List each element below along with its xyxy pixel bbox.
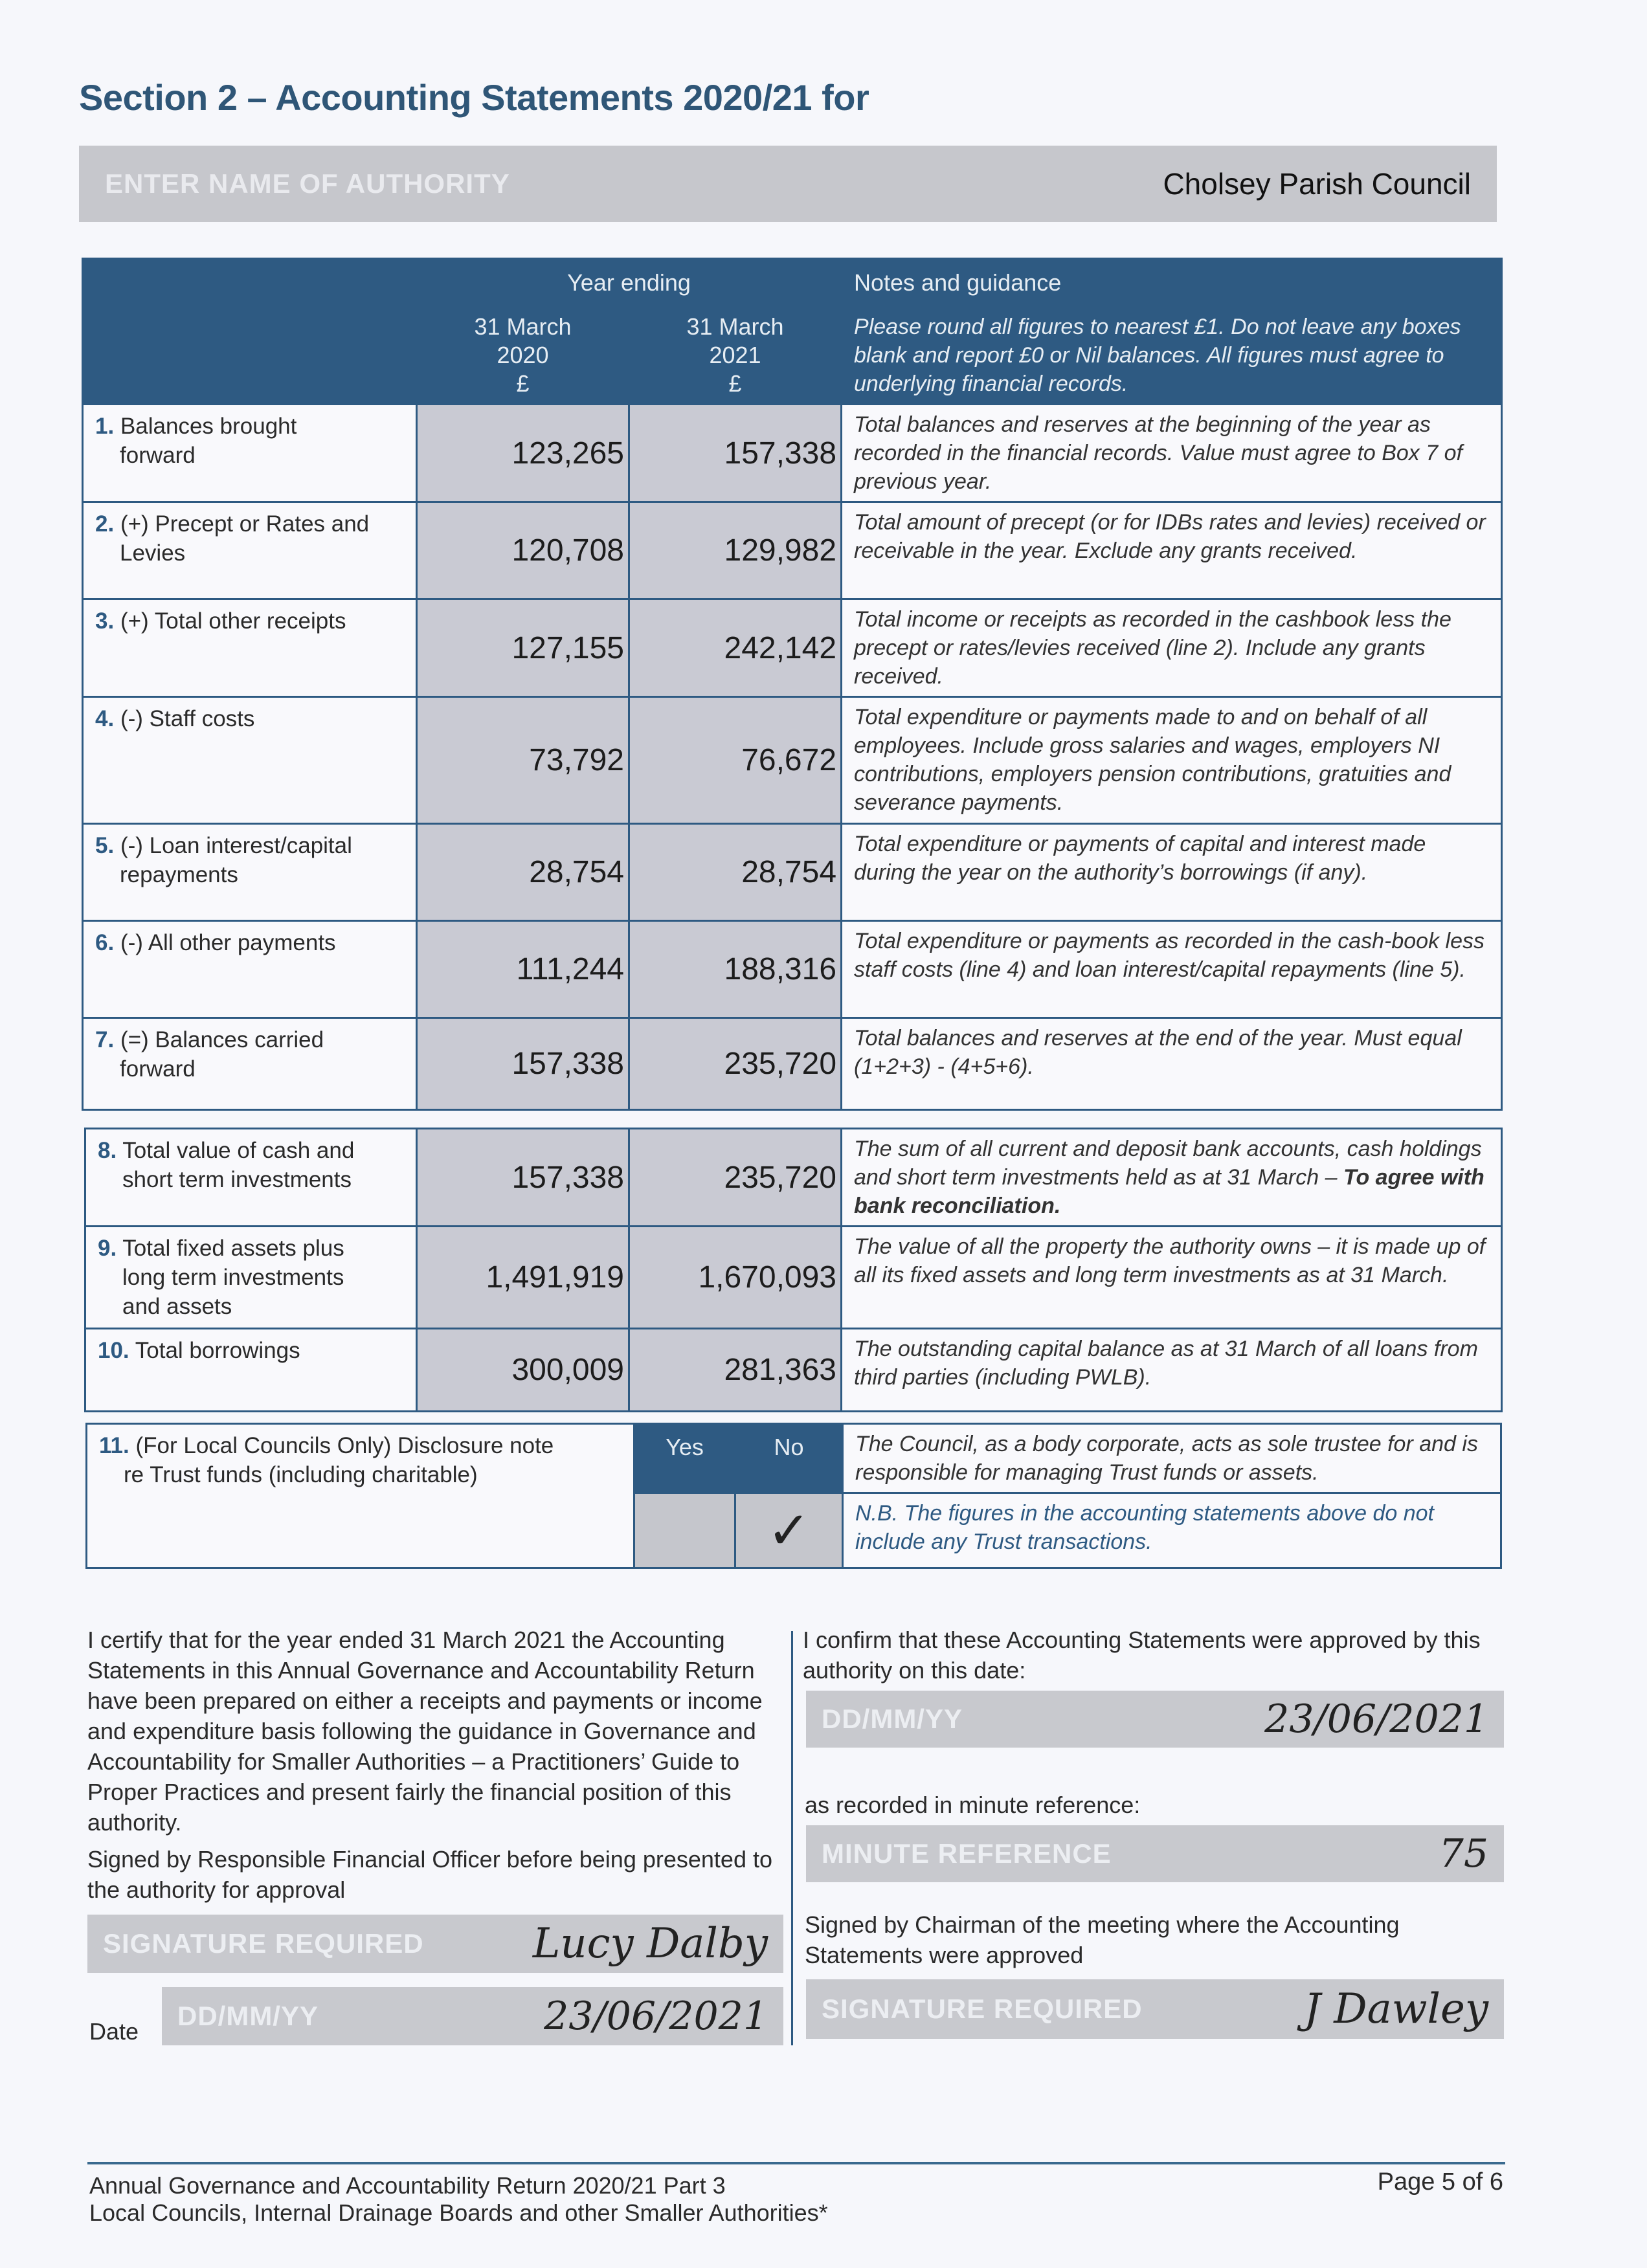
authority-name-placeholder: ENTER NAME OF AUTHORITY xyxy=(105,168,510,199)
header-blank xyxy=(83,259,417,405)
row-note-bold: To agree with bank reconciliation. xyxy=(854,1165,1485,1218)
row-label-line1: Total borrowings xyxy=(135,1338,300,1363)
rfo-date-field[interactable] xyxy=(162,1987,783,2045)
row-label-line1: (-) All other payments xyxy=(120,930,336,955)
trust-number: 11. xyxy=(99,1433,129,1458)
footer-rule xyxy=(87,2162,1505,2164)
table-row xyxy=(85,1129,1502,1227)
row-number: 9. xyxy=(98,1236,117,1261)
row-label-line1: Total fixed assets plus xyxy=(122,1236,344,1261)
row-label xyxy=(83,1018,417,1110)
value-2020[interactable]: 28,754 xyxy=(417,824,629,921)
value-2020[interactable]: 157,338 xyxy=(417,1129,629,1227)
value-2021[interactable]: 281,363 xyxy=(629,1329,842,1412)
column-divider xyxy=(791,1631,793,2045)
rfo-certification xyxy=(87,1625,780,1905)
row-label-line3: and assets xyxy=(122,1294,232,1319)
row-note: Total amount of precept (or for IDBs rates and levies) received or receivable in the year. Exclude any grants received. xyxy=(842,502,1502,599)
table-row xyxy=(83,921,1502,1018)
value-2020[interactable]: 73,792 xyxy=(417,697,629,824)
trust-note-1: The Council, as a body corporate, acts as sole trustee for and is responsible for managing Trust funds or assets. xyxy=(843,1424,1501,1493)
balance-sheet-table xyxy=(84,1128,1503,1412)
chair-signature: J Dawley xyxy=(1304,1985,1488,2033)
row-label-line1: (=) Balances carried xyxy=(120,1027,324,1052)
col-2020-header xyxy=(417,307,629,405)
row-label xyxy=(83,502,417,599)
row-number: 4. xyxy=(95,706,115,731)
value-2020[interactable]: 123,265 xyxy=(417,405,629,502)
minute-reference-field[interactable] xyxy=(806,1825,1504,1882)
row-number: 7. xyxy=(95,1027,115,1052)
date-label: Date xyxy=(89,2018,139,2045)
row-label-line1: (+) Total other receipts xyxy=(120,608,346,634)
footer-subtitle: Local Councils, Internal Drainage Boards and other Smaller Authorities* xyxy=(89,2199,828,2226)
rfo-date-value: 23/06/2021 xyxy=(544,1994,768,2039)
page-title: Section 2 – Accounting Statements 2020/21 for xyxy=(79,77,869,118)
table-row xyxy=(83,1018,1502,1110)
row-note: Total balances and reserves at the beginning of the year as recorded in the financial records. Value must agree to Box 7 of previous year. xyxy=(842,405,1502,502)
row-note-text: The value of all the property the authority owns – it is made up of all its fixed assets and long term investments as at 31 March. xyxy=(854,1234,1486,1287)
col-2020-year: 2020 xyxy=(497,342,549,368)
value-2020[interactable]: 1,491,919 xyxy=(417,1227,629,1329)
row-number: 8. xyxy=(98,1138,117,1163)
row-number: 10. xyxy=(98,1338,129,1363)
row-note-text: The sum of all current and deposit bank accounts, cash holdings and short term investments held as at 31 March – xyxy=(854,1137,1482,1190)
row-note xyxy=(842,1129,1502,1227)
value-2021[interactable]: 129,982 xyxy=(629,502,842,599)
no-checkbox[interactable] xyxy=(735,1493,843,1568)
row-note xyxy=(842,1227,1502,1329)
table-row xyxy=(83,502,1502,599)
row-label xyxy=(83,697,417,824)
row-number: 1. xyxy=(95,414,115,439)
page-number: Page 5 of 6 xyxy=(1377,2168,1503,2196)
row-label xyxy=(85,1129,417,1227)
yes-header: Yes xyxy=(634,1424,735,1493)
trust-label xyxy=(87,1424,634,1568)
row-note-text: The outstanding capital balance as at 31 March of all loans from third parties (including PWLB). xyxy=(854,1337,1478,1390)
notes-intro: Please round all figures to nearest £1. Do not leave any boxes blank and report £0 or Nil balances. All figures must agree to underlying financial records. xyxy=(842,307,1502,405)
row-number: 6. xyxy=(95,930,115,955)
chair-signed-by-label: Signed by Chairman of the meeting where the Accounting Statements were approved xyxy=(805,1911,1400,1968)
row-label-line2: forward xyxy=(120,1056,196,1082)
rfo-date-placeholder: DD/MM/YY xyxy=(177,2001,319,2031)
table-row xyxy=(83,405,1502,502)
approval-confirm-text: I confirm that these Accounting Statements were approved by this authority on this date: xyxy=(803,1627,1481,1684)
value-2020[interactable]: 111,244 xyxy=(417,921,629,1018)
value-2021[interactable]: 235,720 xyxy=(629,1129,842,1227)
year-ending-header: Year ending xyxy=(417,259,842,307)
table-row xyxy=(85,1227,1502,1329)
value-2021[interactable]: 188,316 xyxy=(629,921,842,1018)
row-number: 5. xyxy=(95,833,115,858)
col-2021-header xyxy=(629,307,842,405)
row-note: Total expenditure or payments made to and on behalf of all employees. Include gross salaries and wages, employers NI contributions, employers pension contributions, gratuities and severance payments. xyxy=(842,697,1502,824)
table-row xyxy=(85,1329,1502,1412)
row-note: Total balances and reserves at the end of the year. Must equal (1+2+3) - (4+5+6). xyxy=(842,1018,1502,1110)
approval-date-placeholder: DD/MM/YY xyxy=(822,1704,963,1734)
value-2021[interactable]: 235,720 xyxy=(629,1018,842,1110)
table-row xyxy=(83,697,1502,824)
no-header: No xyxy=(735,1424,843,1493)
rfo-signed-by-label: Signed by Responsible Financial Officer before being presented to the authority for approval xyxy=(87,1846,772,1903)
row-label-line1: (-) Loan interest/capital xyxy=(120,833,352,858)
minute-reference-placeholder: MINUTE REFERENCE xyxy=(822,1838,1112,1869)
rfo-signature-field[interactable] xyxy=(87,1915,783,1973)
minute-reference-value: 75 xyxy=(1439,1831,1488,1876)
check-icon: ✓ xyxy=(767,1502,811,1559)
row-number: 2. xyxy=(95,511,115,537)
minute-reference-label: as recorded in minute reference: xyxy=(805,1792,1141,1818)
row-label xyxy=(83,405,417,502)
row-label-line1: (-) Staff costs xyxy=(120,706,255,731)
accounting-statements-table xyxy=(82,258,1503,1111)
notes-header: Notes and guidance xyxy=(842,259,1502,307)
row-note: Total income or receipts as recorded in the cashbook less the precept or rates/levies received (line 2). Include any grants received. xyxy=(842,599,1502,697)
row-label-line1: Total value of cash and xyxy=(122,1138,355,1163)
chair-signature-placeholder: SIGNATURE REQUIRED xyxy=(822,1994,1143,2024)
table-row xyxy=(83,599,1502,697)
row-label-line1: (+) Precept or Rates and xyxy=(120,511,370,537)
col-2021-year: 2021 xyxy=(709,342,761,368)
trust-funds-table xyxy=(85,1423,1502,1569)
col-2021-currency: £ xyxy=(728,370,742,397)
row-label-line1: Balances brought xyxy=(120,414,297,439)
yes-checkbox[interactable] xyxy=(634,1493,735,1568)
row-label xyxy=(83,824,417,921)
value-2021[interactable]: 157,338 xyxy=(629,405,842,502)
authority-name-field[interactable] xyxy=(79,146,1497,222)
trust-label-line2: re Trust funds (including charitable) xyxy=(124,1462,478,1487)
value-2021[interactable]: 242,142 xyxy=(629,599,842,697)
approval-date-value: 23/06/2021 xyxy=(1264,1696,1488,1742)
row-label-line2: long term investments xyxy=(122,1265,344,1290)
row-label-line2: Levies xyxy=(120,540,186,566)
col-2021-date: 31 March xyxy=(686,313,784,340)
row-label xyxy=(83,921,417,1018)
value-2021[interactable]: 28,754 xyxy=(629,824,842,921)
trust-note-2: N.B. The figures in the accounting statements above do not include any Trust transactions. xyxy=(843,1493,1501,1568)
row-note xyxy=(842,1329,1502,1412)
row-note: Total expenditure or payments as recorded in the cash-book less staff costs (line 4) and loan interest/capital repayments (line 5). xyxy=(842,921,1502,1018)
footer-title: Annual Governance and Accountability Return 2020/21 Part 3 xyxy=(89,2172,726,2199)
row-label xyxy=(83,599,417,697)
rfo-signature-placeholder: SIGNATURE REQUIRED xyxy=(103,1928,424,1959)
col-2020-currency: £ xyxy=(516,370,530,397)
row-label-line2: repayments xyxy=(120,862,238,887)
row-number: 3. xyxy=(95,608,115,634)
row-label xyxy=(85,1227,417,1329)
certification-text: I certify that for the year ended 31 March 2021 the Accounting Statements in this Annual Governance and Accountability Return have been prepared on either a receipts and payments or income and expenditure basis following the guidance in Governance and Accountability for Smaller Authorities – a Practitioners’ Guide to Proper Practices and present fairly the financial position of this authority. xyxy=(87,1627,763,1836)
authority-name-value: Cholsey Parish Council xyxy=(1163,167,1471,201)
value-2021[interactable]: 76,672 xyxy=(629,697,842,824)
row-label-line2: short term investments xyxy=(122,1167,352,1192)
row-label xyxy=(85,1329,417,1412)
col-2020-date: 31 March xyxy=(474,313,572,340)
chair-signature-field[interactable] xyxy=(806,1979,1504,2039)
value-2020[interactable]: 300,009 xyxy=(417,1329,629,1412)
approval-date-field[interactable] xyxy=(806,1691,1504,1748)
rfo-signature: Lucy Dalby xyxy=(532,1920,768,1968)
row-note: Total expenditure or payments of capital and interest made during the year on the authority’s borrowings (if any). xyxy=(842,824,1502,921)
value-2020[interactable]: 157,338 xyxy=(417,1018,629,1110)
value-2020[interactable]: 127,155 xyxy=(417,599,629,697)
row-label-line2: forward xyxy=(120,443,196,468)
table-row xyxy=(83,824,1502,921)
value-2021[interactable]: 1,670,093 xyxy=(629,1227,842,1329)
value-2020[interactable]: 120,708 xyxy=(417,502,629,599)
trust-label-line1: (For Local Councils Only) Disclosure note xyxy=(135,1433,554,1458)
